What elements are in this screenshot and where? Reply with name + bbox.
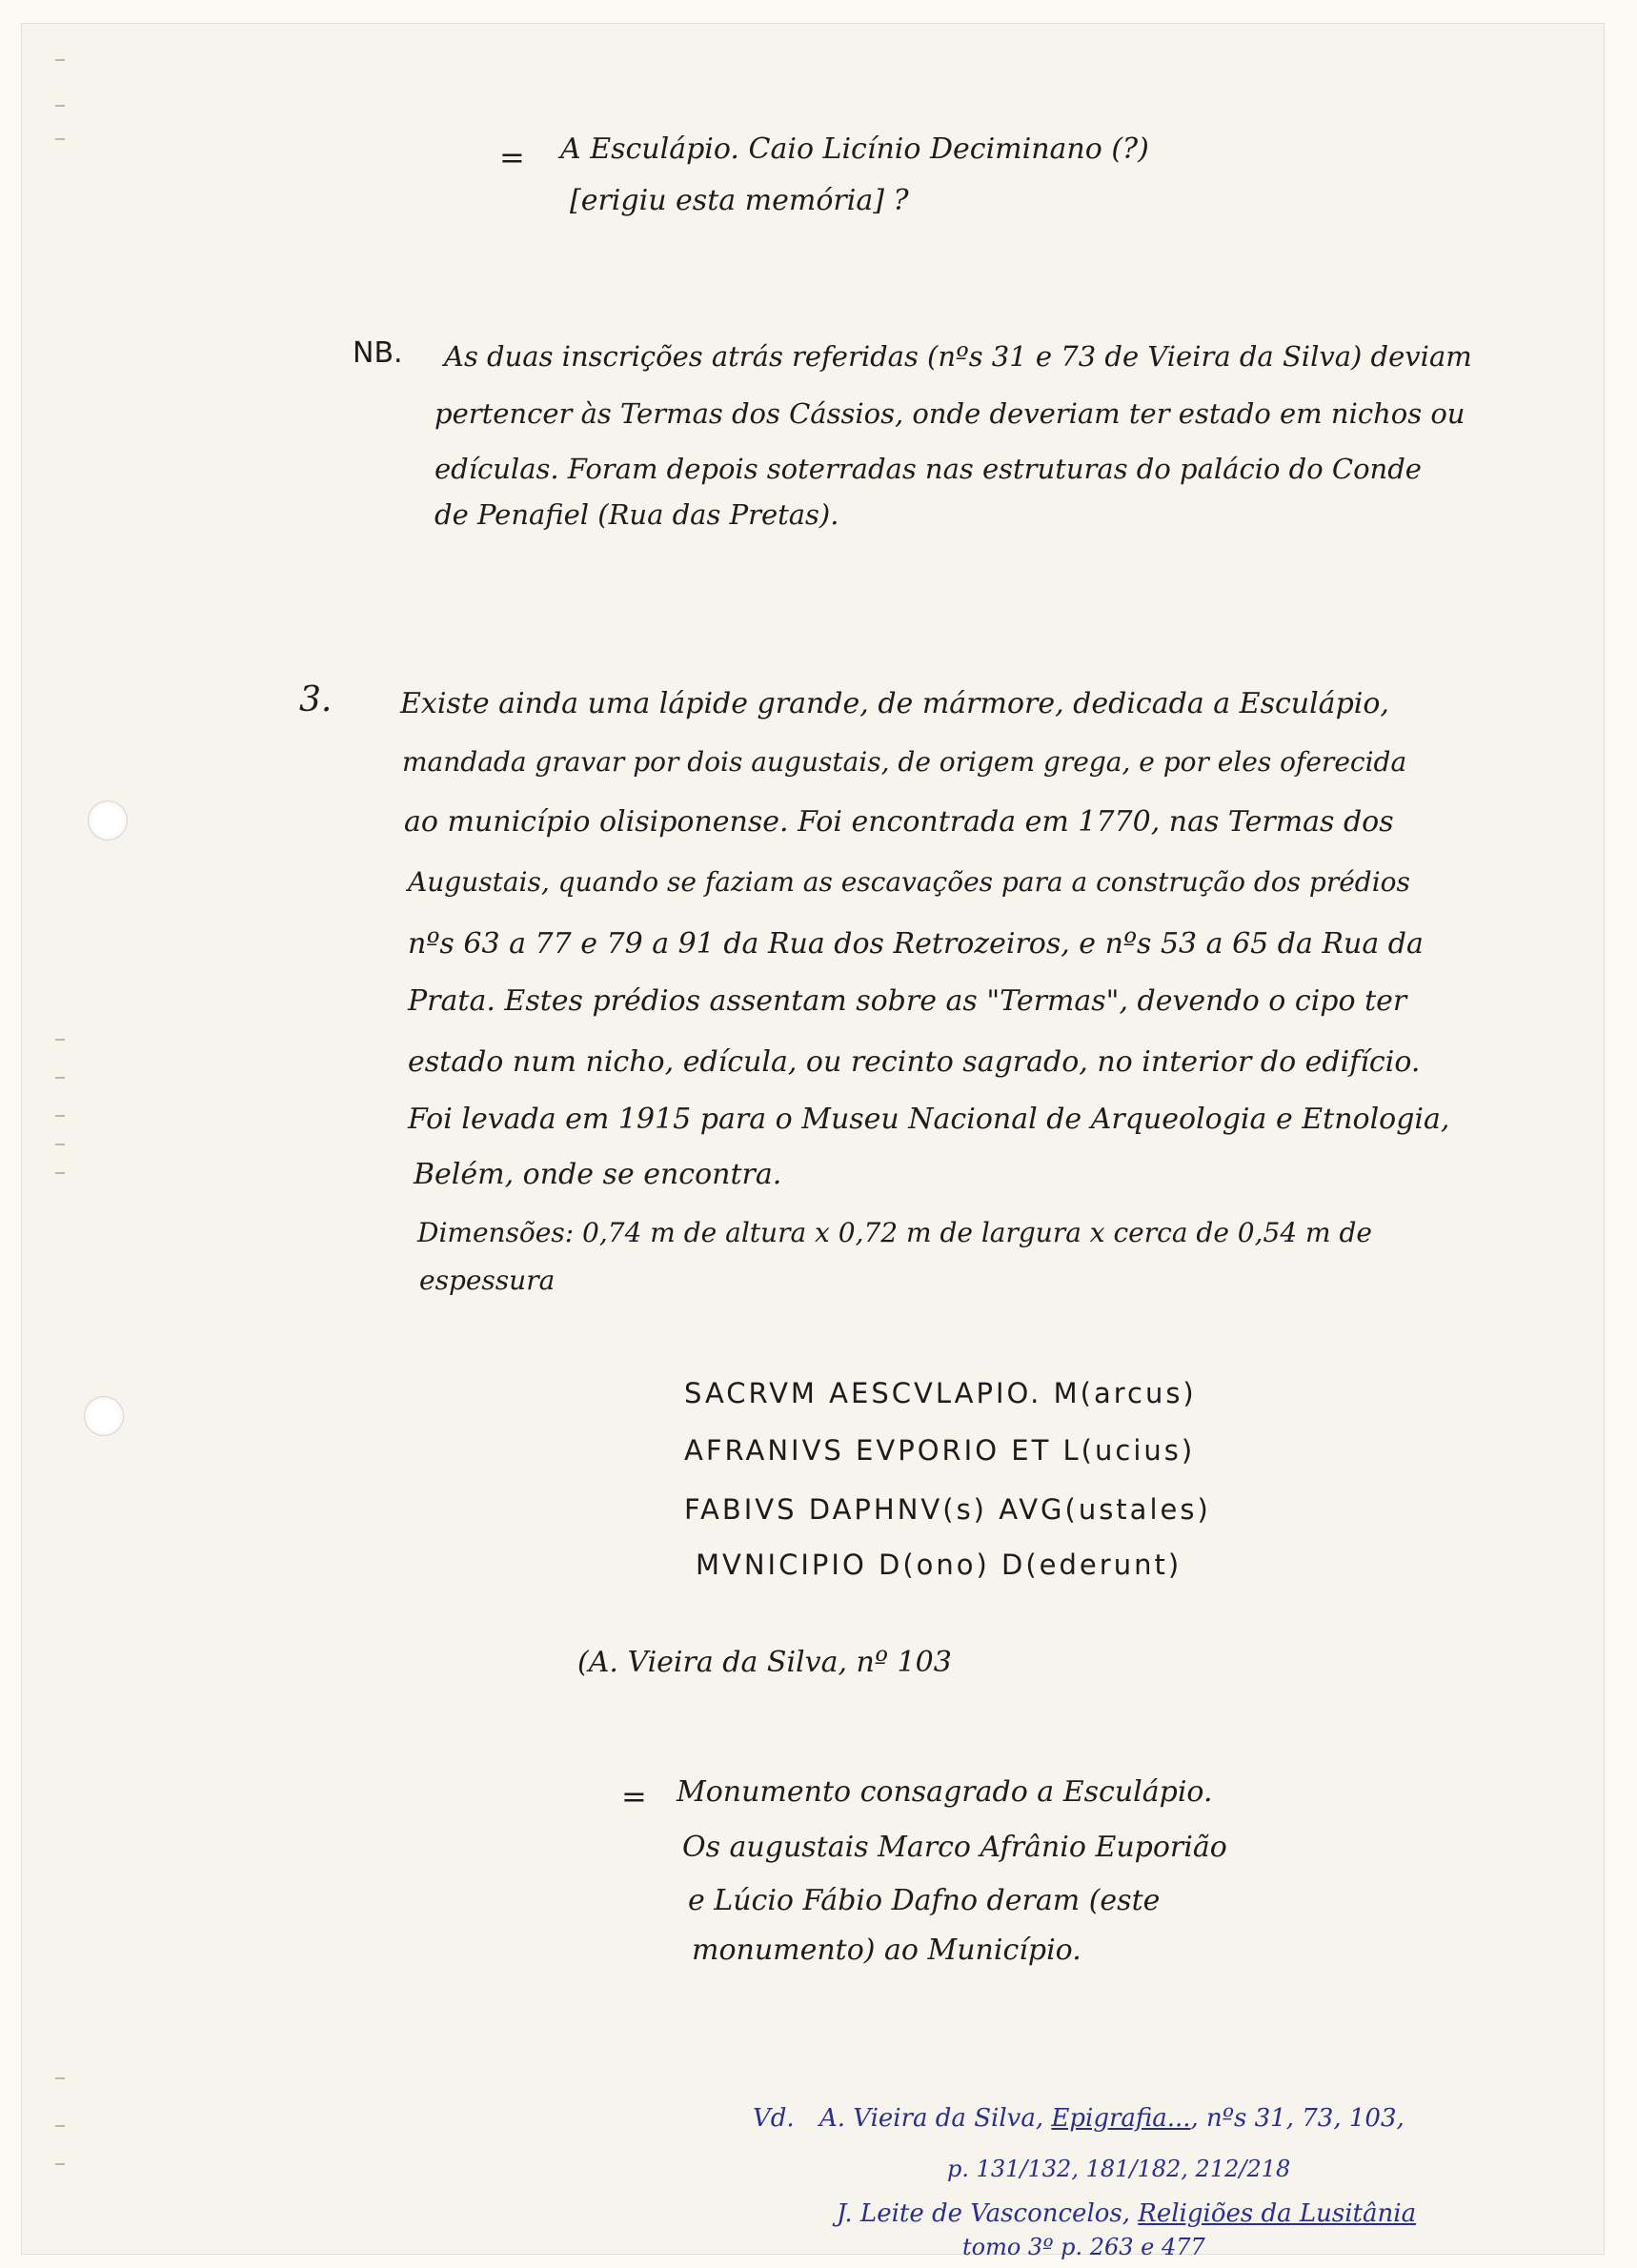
inscription-line: FABIVS DAPHNV(s) AVG(ustales)	[684, 1493, 1211, 1526]
translation-line: Os augustais Marco Afrânio Euporião	[682, 1831, 1227, 1864]
section-3-line: Foi levada em 1915 para o Museu Nacional de Arqueologia e Etnologia,	[408, 1103, 1450, 1136]
reference-title: Epigrafia...	[1051, 2104, 1191, 2133]
reference-author: A. Vieira da Silva,	[818, 2104, 1044, 2133]
nb-label: NB.	[353, 336, 403, 370]
translation-line: Monumento consagrado a Esculápio.	[677, 1775, 1213, 1809]
section-3-line: mandada gravar por dois augustais, de origem grega, e por eles oferecida	[402, 746, 1407, 778]
inscription-line: SACRVM AESCVLAPIO. M(arcus)	[684, 1377, 1197, 1409]
reference-title: Religiões da Lusitânia	[1138, 2199, 1417, 2228]
section-3-line: Belém, onde se encontra.	[414, 1158, 782, 1191]
reference-line-1	[753, 2106, 1405, 2131]
dimensions-line: espessura	[419, 1265, 556, 1296]
punch-hole-bottom	[84, 1396, 124, 1436]
section-3-line: Prata. Estes prédios assentam sobre as "Termas", devendo o cipo ter	[408, 984, 1407, 1018]
header-line-1: A Esculápio. Caio Licínio Deciminano (?)	[560, 132, 1149, 166]
punch-hole-top	[88, 800, 128, 840]
nb-line: edículas. Foram depois soterradas nas estruturas do palácio do Conde	[435, 453, 1422, 485]
reference-line-2: p. 131/132, 181/182, 212/218	[947, 2156, 1291, 2182]
header-line-2: [erigiu esta memória] ?	[570, 184, 909, 217]
section-3-number: 3.	[299, 680, 333, 719]
reference-line-4: tomo 3º p. 263 e 477	[962, 2234, 1205, 2260]
inscription-citation: (A. Vieira da Silva, nº 103	[577, 1646, 952, 1679]
translation-line: monumento) ao Município.	[692, 1934, 1081, 1967]
reference-author: J. Leite de Vasconcelos,	[837, 2199, 1131, 2228]
reference-prefix: Vd.	[753, 2104, 795, 2133]
dimensions-line: Dimensões: 0,74 m de altura x 0,72 m de largura x cerca de 0,54 m de	[417, 1217, 1372, 1248]
section-3-line: ao município olisiponense. Foi encontrada em 1770, nas Termas dos	[404, 805, 1394, 839]
nb-line: de Penafiel (Rua das Pretas).	[435, 498, 839, 531]
reference-line-3	[837, 2201, 1416, 2226]
nb-line: pertencer às Termas dos Cássios, onde deveriam ter estado em nichos ou	[435, 397, 1465, 430]
page-edge-marks	[55, 48, 74, 2192]
header-equals-mark: =	[499, 139, 525, 175]
reference-numbers: , nºs 31, 73, 103,	[1190, 2104, 1405, 2133]
nb-line: As duas inscrições atrás referidas (nºs 31 e 73 de Vieira da Silva) deviam	[444, 340, 1472, 373]
translation-equals-mark: =	[621, 1778, 647, 1814]
translation-line: e Lúcio Fábio Dafno deram (este	[688, 1884, 1161, 1917]
section-3-line: estado num nicho, edícula, ou recinto sagrado, no interior do edifício.	[408, 1045, 1421, 1079]
section-3-line: Existe ainda uma lápide grande, de mármore, dedicada a Esculápio,	[400, 687, 1389, 720]
section-3-line: nºs 63 a 77 e 79 a 91 da Rua dos Retrozeiros, e nºs 53 a 65 da Rua da	[408, 927, 1424, 961]
section-3-line: Augustais, quando se faziam as escavações para a construção dos prédios	[408, 866, 1410, 898]
inscription-line: MVNICIPIO D(ono) D(ederunt)	[696, 1549, 1182, 1581]
inscription-line: AFRANIVS EVPORIO ET L(ucius)	[684, 1434, 1196, 1467]
